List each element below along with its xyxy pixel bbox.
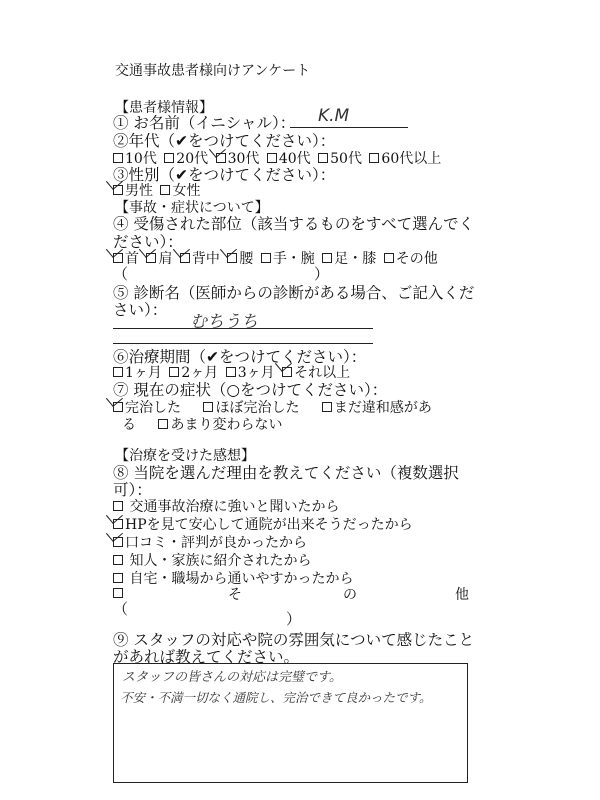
q4-option-hand-arm[interactable]: 手・腕 xyxy=(261,248,315,268)
q4-options xyxy=(113,248,441,268)
q3-label: ③性別（✔をつけてください）： xyxy=(113,166,336,184)
q6-label: ⑥治療期間（✔をつけてください）： xyxy=(113,348,367,366)
q2-label: ②年代（✔をつけてください）： xyxy=(113,132,336,150)
q2-option-40s[interactable]: 40代 xyxy=(267,148,311,168)
q1-label: ① お名前（イニシャル）： xyxy=(113,114,296,132)
q7-option-cured[interactable]: 完治した xyxy=(113,397,181,417)
q8-option-referral[interactable]: 知人・家族に紹介されたから xyxy=(113,550,311,570)
q8-option-strong[interactable]: 交通事故治療に強いと聞いたから xyxy=(113,496,339,516)
q1-answer[interactable]: K.M xyxy=(318,106,350,126)
q8-other-ta: 他 xyxy=(455,587,469,603)
q6-option-more[interactable]: それ以上 xyxy=(282,362,350,382)
q4-option-other[interactable]: その他 xyxy=(384,248,438,268)
q2-option-20s[interactable]: 20代 xyxy=(164,148,208,168)
q5-answer-line xyxy=(113,328,373,329)
q8-paren-open: （ xyxy=(113,600,129,618)
q4-label-line1: ④ 受傷された部位（該当するものをすべて選んでく xyxy=(113,215,475,233)
q7-discomfort-continued: る xyxy=(122,417,136,433)
q9-answer-line1: スタッフの皆さんの対応は完璧です。 xyxy=(122,670,342,685)
q4-option-back[interactable]: 背中 xyxy=(180,248,220,268)
q2-option-60s-plus[interactable]: 60代以上 xyxy=(369,148,441,168)
q9-answer-line2: 不安・不満一切なく通院し、完治できて良かったです。 xyxy=(120,690,432,705)
q6-option-1-month[interactable]: 1ヶ月 xyxy=(113,362,162,382)
q8-label-line1: ⑧ 当院を選んだ理由を教えてください（複数選択 xyxy=(113,464,459,482)
q7-option-almost-cured[interactable]: ほぼ完治した xyxy=(203,397,299,417)
q4-label-line2: ださい）： xyxy=(113,233,183,251)
q2-option-50s[interactable]: 50代 xyxy=(318,148,362,168)
q8-other-so: そ xyxy=(228,587,242,603)
section-impression: 【治療を受けた感想】 xyxy=(115,448,255,464)
q5-label-line2: さい）： xyxy=(113,301,168,319)
q8-label-line2: 可）： xyxy=(113,481,152,499)
q6-option-2-months[interactable]: 2ヶ月 xyxy=(169,362,218,382)
q3-option-male[interactable]: 男性 xyxy=(113,180,153,200)
q1-answer-line xyxy=(290,127,408,128)
q4-paren-open: （ xyxy=(113,265,129,283)
q5-label-line1: ⑤ 診断名（医師からの診断がある場合、ご記入くだ xyxy=(113,284,475,302)
q7-options-line2 xyxy=(122,414,285,434)
section-accident: 【事故・症状について】 xyxy=(115,200,269,216)
q5-answer[interactable]: むちうち xyxy=(190,312,258,332)
q8-paren-close: ） xyxy=(286,610,302,628)
q2-option-10s[interactable]: 10代 xyxy=(113,148,157,168)
q7-option-unchanged[interactable]: あまり変わらない xyxy=(158,414,282,434)
q8-other-no: の xyxy=(343,587,357,603)
q8-option-hp[interactable]: HPを見て安心して通院が出来そうだったから xyxy=(113,514,413,534)
q6-option-3-months[interactable]: 3ヶ月 xyxy=(226,362,275,382)
q4-option-neck[interactable]: 首 xyxy=(113,248,139,268)
q7-option-discomfort[interactable]: まだ違和感があ xyxy=(322,397,432,417)
survey-title: 交通事故患者様向けアンケート xyxy=(115,63,311,79)
q4-option-lower-back[interactable]: 腰 xyxy=(227,248,253,268)
q3-option-female[interactable]: 女性 xyxy=(160,180,200,200)
q9-label-line2: があれば教えてください。 xyxy=(113,648,300,666)
q8-option-access[interactable]: 自宅・職場から通いやすかったから xyxy=(113,568,353,588)
q4-option-shoulder[interactable]: 肩 xyxy=(146,248,172,268)
section-patient-info: 【患者様情報】 xyxy=(115,100,213,116)
q9-label-line1: ⑨ スタッフの対応や院の雰囲気について感じたこと xyxy=(113,631,475,649)
q2-option-30s[interactable]: 30代 xyxy=(216,148,260,168)
q8-option-reviews[interactable]: 口コミ・評判が良かったから xyxy=(113,532,307,552)
q7-label: ⑦ 現在の症状（○をつけてください）： xyxy=(113,381,388,399)
q4-option-leg-knee[interactable]: 足・膝 xyxy=(322,248,376,268)
q5-extra-line xyxy=(113,343,373,344)
q4-paren-close: ） xyxy=(314,265,330,283)
